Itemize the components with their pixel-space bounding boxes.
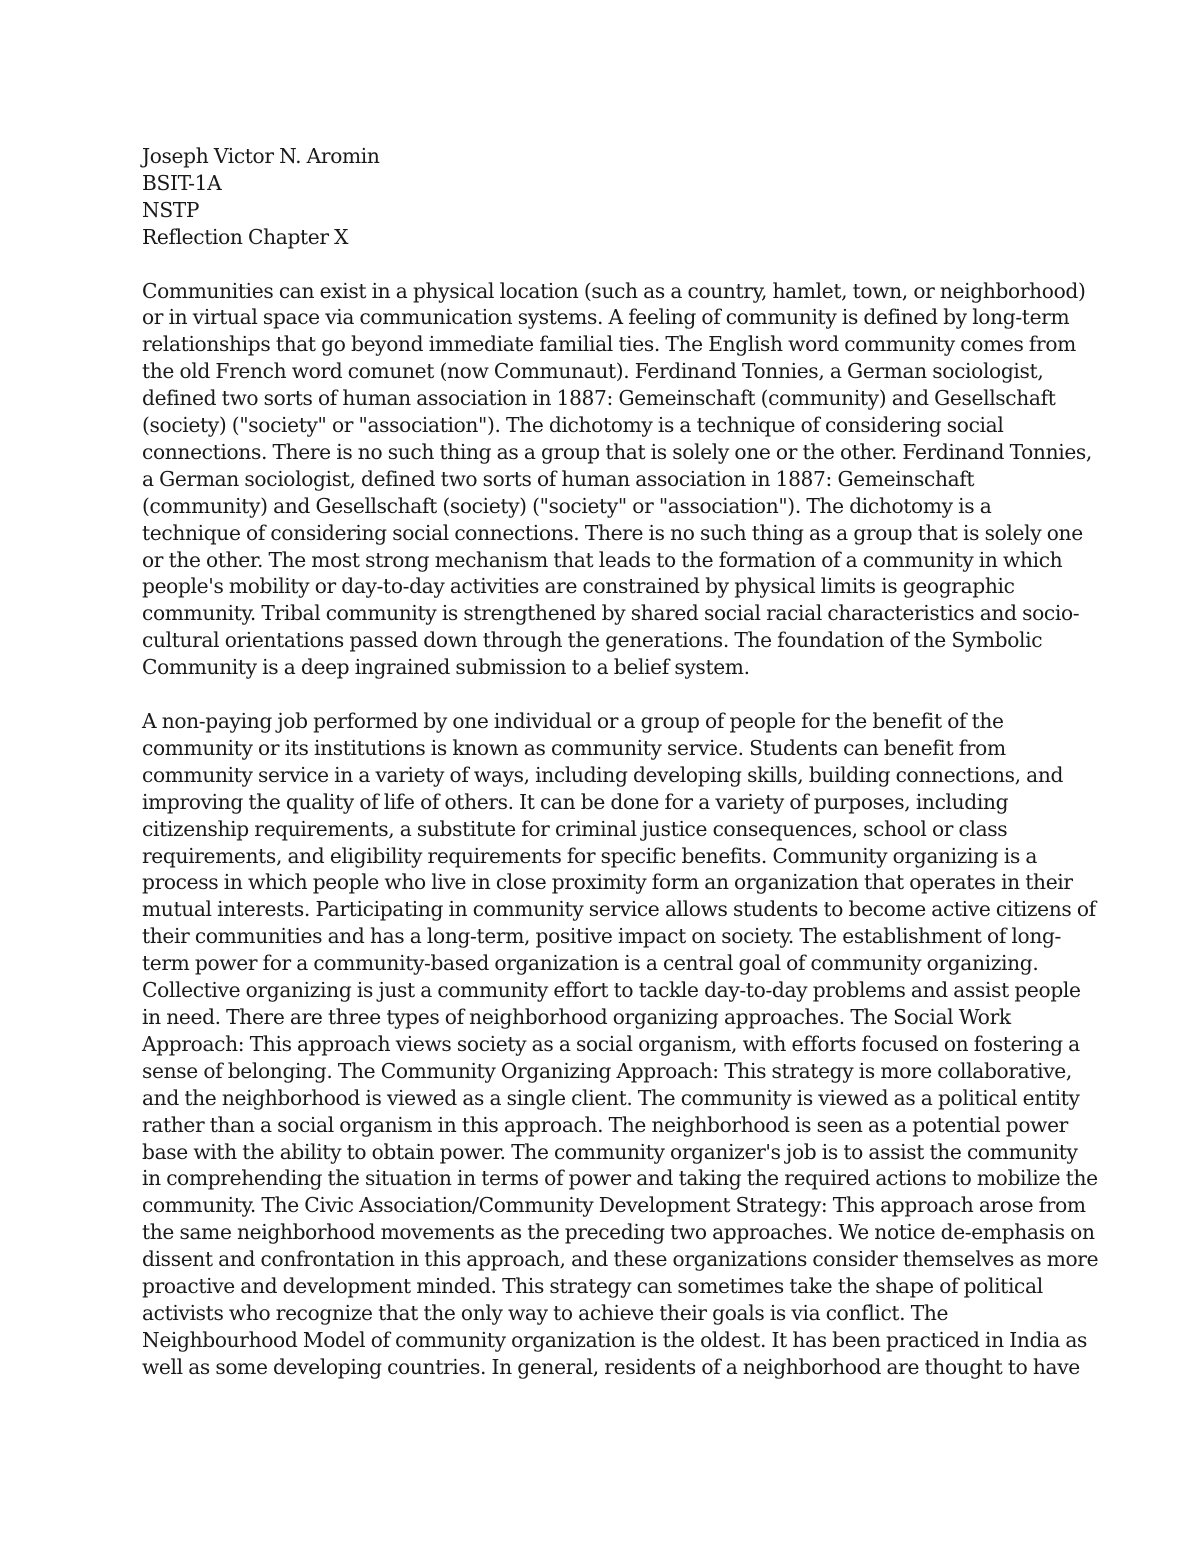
- paragraph-line: Community is a deep ingrained submission to a belief system.: [142, 655, 750, 680]
- paragraph-line: base with the ability to obtain power. The community organizer's job is to assist the community: [142, 1139, 1078, 1164]
- paragraph-line: term power for a community-based organization is a central goal of community organizing.: [142, 951, 1039, 976]
- paragraph-line: Neighbourhood Model of community organization is the oldest. It has been practiced in India as: [142, 1327, 1088, 1352]
- paragraph-line: Collective organizing is just a community effort to tackle day-to-day problems and assist people: [142, 978, 1081, 1003]
- paragraph-line: the old French word comunet (now Communaut). Ferdinand Tonnies, a German sociologist,: [142, 359, 1044, 384]
- paragraph-line: Approach: This approach views society as a social organism, with efforts focused on fostering a: [142, 1031, 1080, 1056]
- paragraph-line: community service in a variety of ways, including developing skills, building connections, and: [142, 762, 1064, 787]
- paragraph-line: dissent and confrontation in this approach, and these organizations consider themselves as more: [142, 1247, 1099, 1272]
- paragraph-line: a German sociologist, defined two sorts of human association in 1887: Gemeinschaft: [142, 466, 975, 491]
- paragraph-line: A non-paying job performed by one individual or a group of people for the benefit of the: [142, 709, 1004, 733]
- paragraph-line: activists who recognize that the only way to achieve their goals is via conflict. The: [142, 1300, 949, 1325]
- paragraph-line: and the neighborhood is viewed as a single client. The community is viewed as a political entity: [142, 1085, 1080, 1110]
- paragraph-line: requirements, and eligibility requirements for specific benefits. Community organizing is a: [142, 843, 1038, 868]
- paragraph-community-service: [142, 708, 1099, 1381]
- paragraph-line: process in which people who live in close proximity form an organization that operates in their: [142, 870, 1073, 895]
- paragraph-line: rather than a social organism in this approach. The neighborhood is seen as a potential power: [142, 1112, 1068, 1137]
- paragraph-line: connections. There is no such thing as a group that is solely one or the other. Ferdinand Tonnies,: [142, 439, 1092, 464]
- paragraph-line: or in virtual space via communication systems. A feeling of community is defined by long-term: [142, 305, 1070, 330]
- paragraph-line: proactive and development minded. This strategy can sometimes take the shape of political: [142, 1274, 1043, 1299]
- document-body: [142, 143, 1099, 1381]
- paragraph-line: community or its institutions is known as community service. Students can benefit from: [142, 735, 1006, 760]
- paragraph-line: improving the quality of life of others. It can be done for a variety of purposes, including: [142, 789, 1009, 814]
- student-section: BSIT-1A: [142, 170, 222, 195]
- paragraph-line: well as some developing countries. In general, residents of a neighborhood are thought to have: [142, 1354, 1080, 1379]
- paragraph-line: Communities can exist in a physical location (such as a country, hamlet, town, or neighborhood): [142, 278, 1086, 303]
- paragraph-line: (society) ("society" or "association"). The dichotomy is a technique of considering social: [142, 413, 1004, 438]
- paragraph-line: in need. There are three types of neighborhood organizing approaches. The Social Work: [142, 1004, 1011, 1029]
- paragraph-line: mutual interests. Participating in community service allows students to become active citizens of: [142, 897, 1096, 922]
- paragraph-line: the same neighborhood movements as the preceding two approaches. We notice de-emphasis on: [142, 1220, 1095, 1245]
- paragraph-line: relationships that go beyond immediate familial ties. The English word community comes from: [142, 332, 1076, 357]
- paragraph-line: community. The Civic Association/Community Development Strategy: This approach arose from: [142, 1193, 1086, 1218]
- paragraph-line: sense of belonging. The Community Organizing Approach: This strategy is more collaborative,: [142, 1058, 1072, 1083]
- paragraph-line: people's mobility or day-to-day activities are constrained by physical limits is geographic: [142, 574, 1015, 599]
- paragraph-communities: [142, 278, 1092, 682]
- course-name: NSTP: [142, 197, 200, 222]
- paragraph-line: their communities and has a long-term, positive impact on society. The establishment of long-: [142, 924, 1062, 949]
- author-name: Joseph Victor N. Aromin: [142, 144, 380, 168]
- paragraph-line: technique of considering social connections. There is no such thing as a group that is solely one: [142, 520, 1083, 545]
- paragraph-line: defined two sorts of human association in 1887: Gemeinschaft (community) and Gesellschaft: [142, 386, 1056, 411]
- paragraph-line: citizenship requirements, a substitute for criminal justice consequences, school or class: [142, 816, 1008, 841]
- document-title: Reflection Chapter X: [142, 224, 349, 249]
- paragraph-line: community. Tribal community is strengthened by shared social racial characteristics and socio-: [142, 601, 1080, 626]
- paragraph-line: (community) and Gesellschaft (society) ("society" or "association"). The dichotomy is a: [142, 493, 992, 518]
- paragraph-line: or the other. The most strong mechanism that leads to the formation of a community in which: [142, 547, 1063, 572]
- paragraph-line: cultural orientations passed down through the generations. The foundation of the Symbolic: [142, 628, 1043, 653]
- paragraph-line: in comprehending the situation in terms of power and taking the required actions to mobilize the: [142, 1166, 1098, 1191]
